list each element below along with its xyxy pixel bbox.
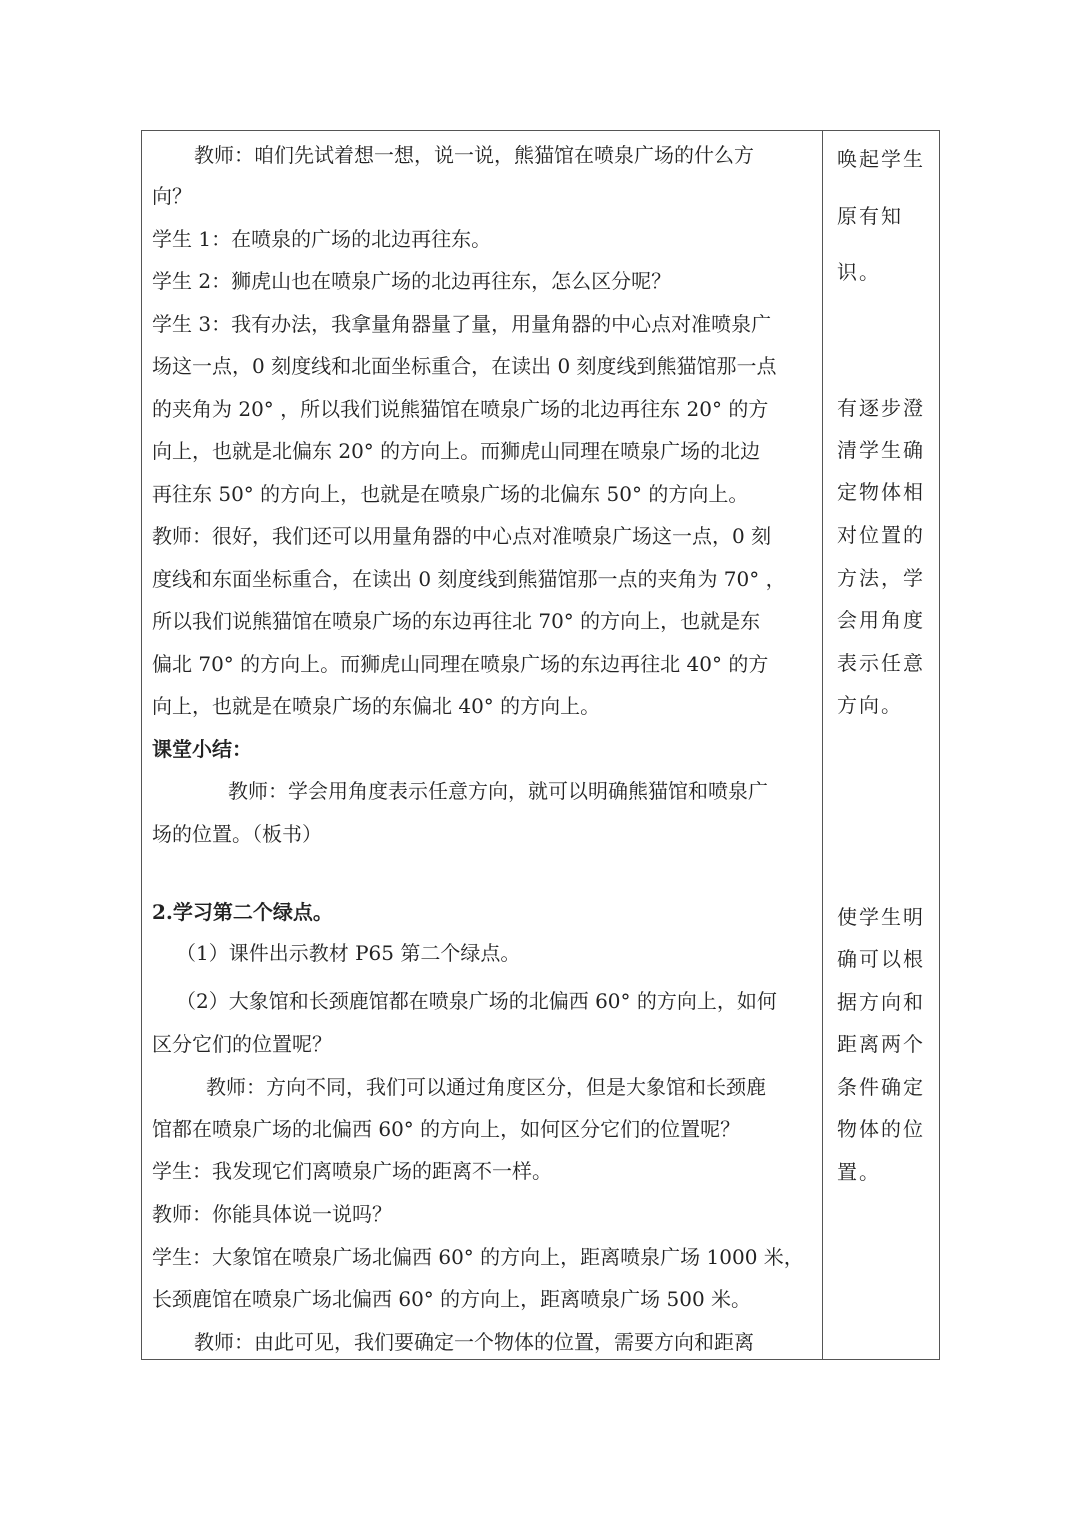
note-line: 识。: [837, 260, 881, 284]
text-line: 场这一点，0 刻度线和北面坐标重合，在读出 0 刻度线到熊猫馆那一点: [152, 354, 777, 378]
note-line: 唤起学生: [837, 147, 925, 171]
section-heading: 2.学习第二个绿点。: [152, 900, 333, 924]
note-line: 确可以根: [837, 947, 925, 971]
text-line: 教师：你能具体说一说吗？: [152, 1202, 392, 1226]
section-heading: 课堂小结：: [152, 737, 252, 761]
text-line: 向上，也就是在喷泉广场的东偏北 40° 的方向上。: [152, 694, 601, 718]
note-line: 清学生确: [837, 438, 925, 462]
text-line: 长颈鹿馆在喷泉广场北偏西 60° 的方向上，距离喷泉广场 500 米。: [152, 1287, 752, 1311]
text-line: 偏北 70° 的方向上。而狮虎山同理在喷泉广场的东边再往北 40° 的方: [152, 652, 769, 676]
text-line: 教师：咱们先试着想一想，说一说，熊猫馆在喷泉广场的什么方: [194, 143, 754, 167]
note-line: 置。: [837, 1160, 881, 1184]
note-line: 会用角度: [837, 608, 925, 632]
note-line: 原有知: [837, 204, 903, 228]
note-line: 有逐步澄: [837, 396, 925, 420]
text-line: 区分它们的位置呢？: [152, 1032, 332, 1056]
text-line: 教师：方向不同，我们可以通过角度区分，但是大象馆和长颈鹿: [206, 1075, 766, 1099]
text-line: 学生：大象馆在喷泉广场北偏西 60° 的方向上，距离喷泉广场 1000 米，: [152, 1245, 804, 1269]
note-line: 方向。: [837, 693, 903, 717]
text-line: 学生：我发现它们离喷泉广场的距离不一样。: [152, 1159, 552, 1183]
note-line: 表示任意: [837, 651, 925, 675]
text-line: 教师：很好，我们还可以用量角器的中心点对准喷泉广场这一点，0 刻: [152, 524, 772, 548]
text-line: （2）大象馆和长颈鹿馆都在喷泉广场的北偏西 60° 的方向上，如何: [176, 989, 777, 1013]
text-line: 度线和东面坐标重合，在读出 0 刻度线到熊猫馆那一点的夹角为 70° ，: [152, 567, 786, 591]
text-line: 学生 1：在喷泉的广场的北边再往东。: [152, 227, 492, 251]
note-line: 据方向和: [837, 990, 925, 1014]
note-line: 条件确定: [837, 1075, 925, 1099]
note-line: 使学生明: [837, 905, 925, 929]
text-line: 再往东 50° 的方向上，也就是在喷泉广场的北偏东 50° 的方向上。: [152, 482, 749, 506]
text-line: 向？: [152, 184, 192, 208]
text-line: （1）课件出示教材 P65 第二个绿点。: [176, 941, 521, 965]
text-line: 的夹角为 20° ，所以我们说熊猫馆在喷泉广场的北边再往东 20° 的方: [152, 397, 769, 421]
text-line: 所以我们说熊猫馆在喷泉广场的东边再往北 70° 的方向上，也就是东: [152, 609, 761, 633]
text-line: 馆都在喷泉广场的北偏西 60° 的方向上，如何区分它们的位置呢？: [152, 1117, 741, 1141]
text-line: 学生 3：我有办法，我拿量角器量了量，用量角器的中心点对准喷泉广: [152, 312, 772, 336]
text-line: 场的位置。（板书）: [152, 822, 322, 846]
note-line: 方法，学: [837, 566, 925, 590]
note-line: 对位置的: [837, 523, 925, 547]
column-divider: [822, 131, 823, 1359]
note-line: 定物体相: [837, 480, 925, 504]
text-line: 学生 2：狮虎山也在喷泉广场的北边再往东，怎么区分呢？: [152, 269, 672, 293]
text-line: 向上，也就是北偏东 20° 的方向上。而狮虎山同理在喷泉广场的北边: [152, 439, 761, 463]
text-line: 教师：由此可见，我们要确定一个物体的位置，需要方向和距离: [194, 1330, 754, 1354]
note-line: 物体的位: [837, 1117, 925, 1141]
text-line: 教师：学会用角度表示任意方向，就可以明确熊猫馆和喷泉广: [228, 779, 768, 803]
note-line: 距离两个: [837, 1032, 925, 1056]
lesson-plan-table: [141, 130, 940, 1360]
